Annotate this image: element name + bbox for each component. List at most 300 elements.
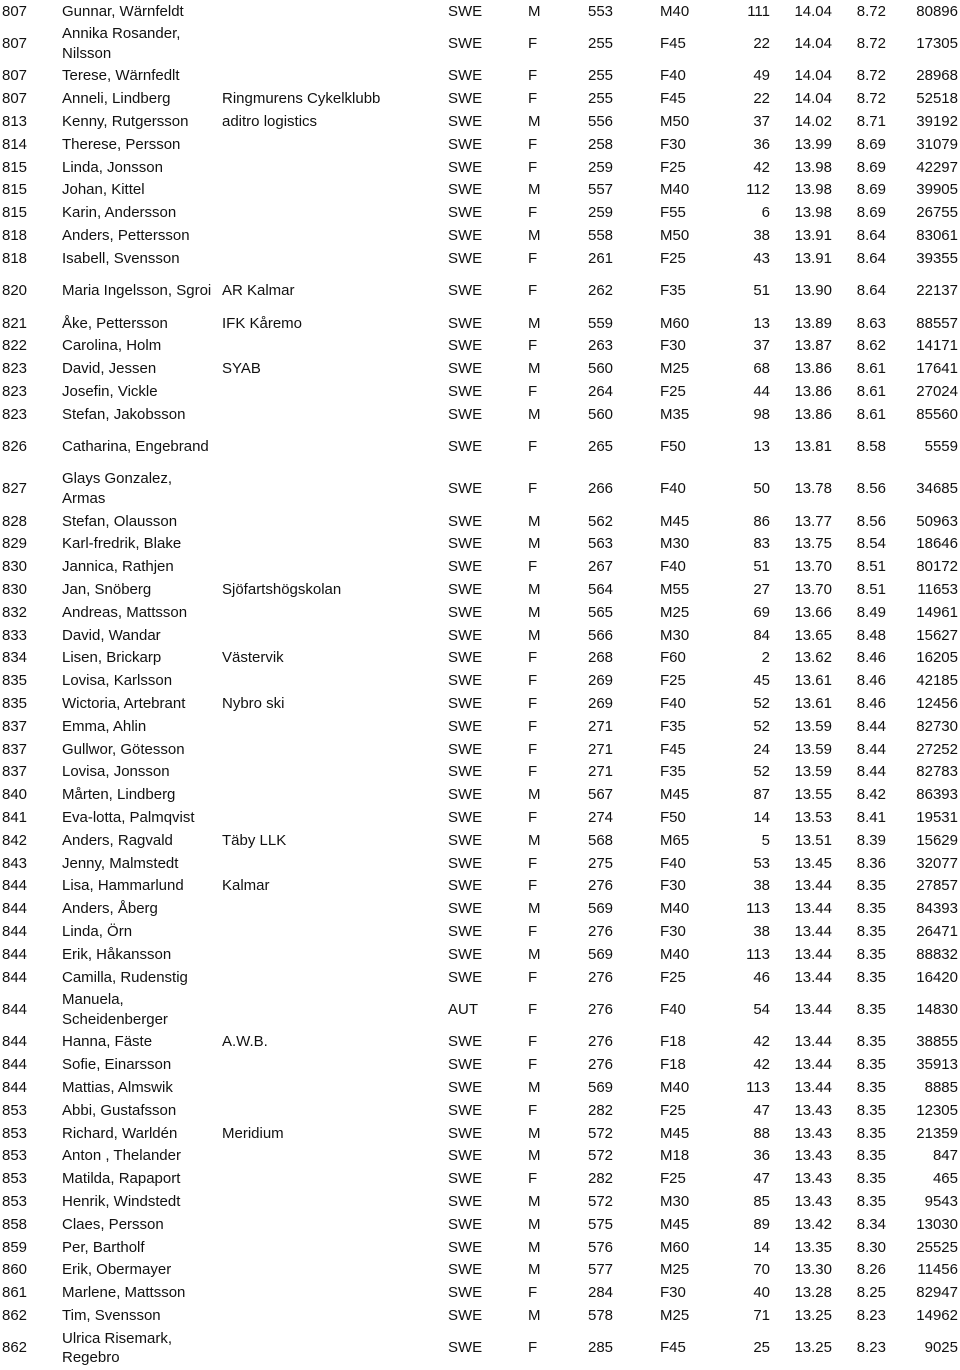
time-cell: 13.53 xyxy=(794,808,832,826)
nationality-cell: SWE xyxy=(448,900,483,918)
time-cell: 13.35 xyxy=(794,1238,832,1256)
id-cell: 17641 xyxy=(916,360,958,378)
table-row xyxy=(0,247,960,270)
name-cell: Andreas, Mattsson xyxy=(62,603,188,621)
class-position-cell: 24 xyxy=(753,740,770,758)
nationality-cell: SWE xyxy=(448,158,483,176)
club-cell xyxy=(220,179,446,202)
name-cell: Mattias, Almswik xyxy=(62,1078,173,1096)
bib-number-cell: 276 xyxy=(588,1000,614,1018)
sex-cell: F xyxy=(528,438,538,456)
sex-cell: F xyxy=(528,854,538,872)
id-cell: 16420 xyxy=(916,968,958,986)
bib-number-cell: 567 xyxy=(588,786,614,804)
name-cell: Gullwor, Götesson xyxy=(62,740,185,758)
place-cell: 844 xyxy=(2,900,28,918)
nationality-cell: SWE xyxy=(448,1192,483,1210)
sex-cell: M xyxy=(528,1124,541,1142)
table-row xyxy=(0,88,960,111)
class-position-cell: 37 xyxy=(753,337,770,355)
nationality-cell: SWE xyxy=(448,922,483,940)
nationality-cell: SWE xyxy=(448,1238,483,1256)
nationality-cell: SWE xyxy=(448,968,483,986)
table-row xyxy=(0,358,960,381)
time-cell: 13.91 xyxy=(794,249,832,267)
age-class-cell: F55 xyxy=(660,204,686,222)
time-cell: 13.59 xyxy=(794,763,832,781)
id-cell: 34685 xyxy=(916,480,958,498)
class-position-cell: 47 xyxy=(753,1170,770,1188)
sex-cell: M xyxy=(528,603,541,621)
speed-cell: 8.26 xyxy=(856,1261,886,1279)
class-position-cell: 13 xyxy=(753,438,770,456)
table-row xyxy=(0,738,960,761)
club-cell xyxy=(220,601,446,624)
place-cell: 853 xyxy=(2,1147,28,1165)
bib-number-cell: 259 xyxy=(588,158,614,176)
name-cell: David, Jessen xyxy=(62,360,157,378)
place-cell: 861 xyxy=(2,1284,28,1302)
club-cell xyxy=(220,1167,446,1190)
age-class-cell: M30 xyxy=(660,626,690,644)
bib-number-cell: 572 xyxy=(588,1124,614,1142)
time-cell: 13.99 xyxy=(794,135,832,153)
place-cell: 823 xyxy=(2,405,28,423)
time-cell: 13.70 xyxy=(794,558,832,576)
nationality-cell: SWE xyxy=(448,113,483,131)
sex-cell: M xyxy=(528,512,541,530)
nationality-cell: SWE xyxy=(448,1147,483,1165)
club-cell xyxy=(220,403,446,426)
speed-cell: 8.46 xyxy=(856,694,886,712)
table-row xyxy=(0,784,960,807)
age-class-cell: F35 xyxy=(660,282,686,300)
name-cell: Anneli, Lindberg xyxy=(62,90,171,108)
time-cell: 13.59 xyxy=(794,740,832,758)
table-row xyxy=(0,156,960,179)
name-cell: Therese, Persson xyxy=(62,135,181,153)
sex-cell: F xyxy=(528,877,538,895)
nationality-cell: SWE xyxy=(448,1339,483,1357)
sex-cell: F xyxy=(528,90,538,108)
club-cell: AR Kalmar xyxy=(222,282,295,300)
name-cell: Wictoria, Artebrant xyxy=(62,694,186,712)
table-row xyxy=(0,898,960,921)
sex-cell: F xyxy=(528,35,538,53)
class-position-cell: 2 xyxy=(761,649,770,667)
id-cell: 86393 xyxy=(916,786,958,804)
club-cell xyxy=(220,1099,446,1122)
name-cell: Anders, Pettersson xyxy=(62,227,190,245)
class-position-cell: 69 xyxy=(753,603,770,621)
class-position-cell: 112 xyxy=(746,181,770,199)
nationality-cell: SWE xyxy=(448,1170,483,1188)
table-row xyxy=(0,1145,960,1168)
club-cell xyxy=(220,510,446,533)
time-cell: 13.66 xyxy=(794,603,832,621)
nationality-cell: SWE xyxy=(448,90,483,108)
id-cell: 16205 xyxy=(916,649,958,667)
speed-cell: 8.69 xyxy=(856,135,886,153)
speed-cell: 8.35 xyxy=(856,968,886,986)
sex-cell: M xyxy=(528,900,541,918)
age-class-cell: M25 xyxy=(660,1306,690,1324)
speed-cell: 8.63 xyxy=(856,314,886,332)
time-cell: 13.87 xyxy=(794,337,832,355)
speed-cell: 8.35 xyxy=(856,1056,886,1074)
bib-number-cell: 274 xyxy=(588,808,614,826)
time-cell: 13.44 xyxy=(794,900,832,918)
speed-cell: 8.41 xyxy=(856,808,886,826)
age-class-cell: M45 xyxy=(660,512,690,530)
class-position-cell: 52 xyxy=(753,694,770,712)
club-cell: Nybro ski xyxy=(222,694,285,712)
speed-cell: 8.46 xyxy=(856,672,886,690)
id-cell: 50963 xyxy=(916,512,958,530)
id-cell: 27857 xyxy=(916,877,958,895)
time-cell: 14.04 xyxy=(794,35,832,53)
nationality-cell: SWE xyxy=(448,383,483,400)
speed-cell: 8.34 xyxy=(856,1215,886,1233)
class-position-cell: 46 xyxy=(753,968,770,986)
name-cell: Sofie, Einarsson xyxy=(62,1056,172,1074)
table-row xyxy=(0,920,960,943)
name-cell: Richard, Warldén xyxy=(62,1124,178,1142)
name-cell: Camilla, Rudenstig xyxy=(62,968,188,986)
age-class-cell: F30 xyxy=(660,877,686,895)
bib-number-cell: 276 xyxy=(588,922,614,940)
age-class-cell: F25 xyxy=(660,249,686,267)
club-cell xyxy=(220,156,446,179)
name-cell: Isabell, Svensson xyxy=(62,249,180,267)
time-cell: 13.42 xyxy=(794,1215,832,1233)
sex-cell: F xyxy=(528,67,538,85)
table-row xyxy=(0,647,960,670)
sex-cell: F xyxy=(528,922,538,940)
bib-number-cell: 263 xyxy=(588,337,614,355)
sex-cell: M xyxy=(528,314,541,332)
id-cell: 27024 xyxy=(916,383,958,400)
speed-cell: 8.51 xyxy=(856,580,886,598)
class-position-cell: 37 xyxy=(753,113,770,131)
class-position-cell: 45 xyxy=(753,672,770,690)
place-cell: 844 xyxy=(2,877,28,895)
time-cell: 13.43 xyxy=(794,1147,832,1165)
sex-cell: F xyxy=(528,135,538,153)
place-cell: 823 xyxy=(2,360,28,378)
sex-cell: F xyxy=(528,480,538,498)
name-cell: Anders, Åberg xyxy=(62,900,158,918)
sex-cell: M xyxy=(528,580,541,598)
id-cell: 52518 xyxy=(916,90,958,108)
club-cell: Meridium xyxy=(222,1124,284,1142)
table-row xyxy=(0,133,960,156)
age-class-cell: M35 xyxy=(660,405,690,423)
club-cell xyxy=(220,1076,446,1099)
id-cell: 14171 xyxy=(916,337,958,355)
club-cell xyxy=(220,202,446,225)
club-cell: SYAB xyxy=(222,360,261,378)
age-class-cell: F40 xyxy=(660,67,686,85)
sex-cell: F xyxy=(528,337,538,355)
place-cell: 834 xyxy=(2,649,28,667)
table-row xyxy=(0,989,960,1031)
club-cell xyxy=(220,1327,446,1369)
time-cell: 13.43 xyxy=(794,1192,832,1210)
table-row xyxy=(0,966,960,989)
class-position-cell: 53 xyxy=(753,854,770,872)
sex-cell: F xyxy=(528,1170,538,1188)
time-cell: 13.25 xyxy=(794,1306,832,1324)
class-position-cell: 44 xyxy=(753,383,770,400)
class-position-cell: 51 xyxy=(753,558,770,576)
age-class-cell: F40 xyxy=(660,854,686,872)
speed-cell: 8.64 xyxy=(856,249,886,267)
speed-cell: 8.49 xyxy=(856,603,886,621)
bib-number-cell: 255 xyxy=(588,90,614,108)
time-cell: 13.55 xyxy=(794,786,832,804)
speed-cell: 8.61 xyxy=(856,360,886,378)
age-class-cell: M50 xyxy=(660,113,690,131)
nationality-cell: SWE xyxy=(448,204,483,222)
nationality-cell: SWE xyxy=(448,282,483,300)
speed-cell: 8.35 xyxy=(856,1124,886,1142)
bib-number-cell: 576 xyxy=(588,1238,614,1256)
name-cell: Jannica, Rathjen xyxy=(62,558,174,576)
age-class-cell: F50 xyxy=(660,808,686,826)
speed-cell: 8.35 xyxy=(856,945,886,963)
class-position-cell: 22 xyxy=(753,90,770,108)
class-position-cell: 50 xyxy=(753,480,770,498)
bib-number-cell: 569 xyxy=(588,945,614,963)
bib-number-cell: 559 xyxy=(588,314,614,332)
table-row xyxy=(0,312,960,335)
place-cell: 853 xyxy=(2,1124,28,1142)
club-cell xyxy=(220,468,446,510)
table-row xyxy=(0,270,960,312)
name-cell: Lisen, Brickarp xyxy=(62,649,162,667)
class-position-cell: 38 xyxy=(753,877,770,895)
time-cell: 13.44 xyxy=(794,877,832,895)
place-cell: 823 xyxy=(2,383,28,400)
name-cell: Anton , Thelander xyxy=(62,1147,181,1165)
bib-number-cell: 265 xyxy=(588,438,614,456)
time-cell: 13.28 xyxy=(794,1284,832,1302)
place-cell: 844 xyxy=(2,968,28,986)
table-row xyxy=(0,624,960,647)
table-row xyxy=(0,578,960,601)
id-cell: 15629 xyxy=(916,831,958,849)
name-cell: David, Wandar xyxy=(62,626,161,644)
nationality-cell: AUT xyxy=(448,1000,478,1018)
bib-number-cell: 255 xyxy=(588,35,614,53)
id-cell: 82783 xyxy=(916,763,958,781)
time-cell: 13.62 xyxy=(794,649,832,667)
name-cell: Lisa, Hammarlund xyxy=(62,877,184,895)
class-position-cell: 70 xyxy=(753,1261,770,1279)
time-cell: 13.98 xyxy=(794,158,832,176)
age-class-cell: M40 xyxy=(660,945,690,963)
class-position-cell: 85 xyxy=(753,1192,770,1210)
id-cell: 42297 xyxy=(916,158,958,176)
bib-number-cell: 556 xyxy=(588,113,614,131)
club-cell xyxy=(220,533,446,556)
time-cell: 14.04 xyxy=(794,2,832,20)
id-cell: 39355 xyxy=(916,249,958,267)
table-row xyxy=(0,403,960,426)
sex-cell: M xyxy=(528,831,541,849)
age-class-cell: M40 xyxy=(660,2,690,20)
speed-cell: 8.35 xyxy=(856,1147,886,1165)
time-cell: 13.44 xyxy=(794,1078,832,1096)
bib-number-cell: 572 xyxy=(588,1147,614,1165)
speed-cell: 8.56 xyxy=(856,480,886,498)
time-cell: 13.44 xyxy=(794,968,832,986)
place-cell: 862 xyxy=(2,1306,28,1324)
class-position-cell: 38 xyxy=(753,922,770,940)
bib-number-cell: 575 xyxy=(588,1215,614,1233)
time-cell: 13.25 xyxy=(794,1339,832,1357)
place-cell: 830 xyxy=(2,580,28,598)
place-cell: 807 xyxy=(2,67,28,85)
class-position-cell: 68 xyxy=(753,360,770,378)
age-class-cell: F50 xyxy=(660,438,686,456)
sex-cell: F xyxy=(528,808,538,826)
bib-number-cell: 568 xyxy=(588,831,614,849)
place-cell: 837 xyxy=(2,763,28,781)
age-class-cell: F30 xyxy=(660,922,686,940)
place-cell: 807 xyxy=(2,2,28,20)
table-row xyxy=(0,715,960,738)
bib-number-cell: 271 xyxy=(588,763,614,781)
time-cell: 13.59 xyxy=(794,717,832,735)
bib-number-cell: 282 xyxy=(588,1170,614,1188)
place-cell: 842 xyxy=(2,831,28,849)
speed-cell: 8.62 xyxy=(856,337,886,355)
name-cell: Linda, Örn xyxy=(62,922,133,940)
place-cell: 814 xyxy=(2,135,28,153)
time-cell: 13.44 xyxy=(794,1033,832,1051)
sex-cell: F xyxy=(528,204,538,222)
nationality-cell: SWE xyxy=(448,1078,483,1096)
name-cell: Per, Bartholf xyxy=(62,1238,145,1256)
place-cell: 841 xyxy=(2,808,28,826)
speed-cell: 8.35 xyxy=(856,922,886,940)
name-cell: Glays Gonzalez, Armas xyxy=(62,470,173,507)
nationality-cell: SWE xyxy=(448,558,483,576)
sex-cell: F xyxy=(528,717,538,735)
club-cell xyxy=(220,966,446,989)
club-cell xyxy=(220,1304,446,1327)
age-class-cell: M40 xyxy=(660,1078,690,1096)
sex-cell: M xyxy=(528,2,541,20)
id-cell: 88557 xyxy=(916,314,958,332)
time-cell: 13.43 xyxy=(794,1170,832,1188)
table-row xyxy=(0,0,960,23)
club-cell: aditro logistics xyxy=(222,113,318,131)
class-position-cell: 14 xyxy=(753,808,770,826)
club-cell xyxy=(220,898,446,921)
table-row xyxy=(0,380,960,403)
name-cell: Henrik, Windstedt xyxy=(62,1192,181,1210)
place-cell: 859 xyxy=(2,1238,28,1256)
nationality-cell: SWE xyxy=(448,672,483,690)
class-position-cell: 42 xyxy=(753,1056,770,1074)
table-row xyxy=(0,426,960,468)
name-cell: Maria Ingelsson, Sgroi xyxy=(62,282,212,300)
age-class-cell: M25 xyxy=(660,1261,690,1279)
table-row xyxy=(0,556,960,579)
club-cell xyxy=(220,133,446,156)
table-row xyxy=(0,510,960,533)
class-position-cell: 98 xyxy=(753,405,770,423)
nationality-cell: SWE xyxy=(448,945,483,963)
age-class-cell: M65 xyxy=(660,831,690,849)
table-row xyxy=(0,202,960,225)
nationality-cell: SWE xyxy=(448,1124,483,1142)
age-class-cell: F25 xyxy=(660,672,686,690)
name-cell: Gunnar, Wärnfeldt xyxy=(62,2,184,20)
age-class-cell: F35 xyxy=(660,717,686,735)
id-cell: 80172 xyxy=(916,558,958,576)
class-position-cell: 54 xyxy=(753,1000,770,1018)
name-cell: Anders, Ragvald xyxy=(62,831,173,849)
age-class-cell: M45 xyxy=(660,786,690,804)
time-cell: 13.86 xyxy=(794,360,832,378)
table-row xyxy=(0,943,960,966)
table-row xyxy=(0,806,960,829)
club-cell xyxy=(220,989,446,1031)
bib-number-cell: 564 xyxy=(588,580,614,598)
name-cell: Jenny, Malmstedt xyxy=(62,854,179,872)
table-row xyxy=(0,1053,960,1076)
bib-number-cell: 271 xyxy=(588,717,614,735)
bib-number-cell: 269 xyxy=(588,694,614,712)
table-row xyxy=(0,1167,960,1190)
club-cell: Sjöfartshögskolan xyxy=(222,580,342,598)
sex-cell: M xyxy=(528,181,541,199)
place-cell: 820 xyxy=(2,282,28,300)
place-cell: 837 xyxy=(2,717,28,735)
id-cell: 85560 xyxy=(916,405,958,423)
speed-cell: 8.35 xyxy=(856,877,886,895)
name-cell: Terese, Wärnfedlt xyxy=(62,67,180,85)
id-cell: 35913 xyxy=(916,1056,958,1074)
club-cell xyxy=(220,556,446,579)
bib-number-cell: 271 xyxy=(588,740,614,758)
club-cell: Ringmurens Cykelklubb xyxy=(222,90,381,108)
sex-cell: M xyxy=(528,405,541,423)
time-cell: 13.75 xyxy=(794,535,832,553)
age-class-cell: M45 xyxy=(660,1215,690,1233)
id-cell: 26755 xyxy=(916,204,958,222)
table-row xyxy=(0,1213,960,1236)
nationality-cell: SWE xyxy=(448,181,483,199)
sex-cell: M xyxy=(528,360,541,378)
name-cell: Matilda, Rapaport xyxy=(62,1170,181,1188)
nationality-cell: SWE xyxy=(448,1284,483,1302)
bib-number-cell: 558 xyxy=(588,227,614,245)
class-position-cell: 113 xyxy=(746,900,770,918)
bib-number-cell: 563 xyxy=(588,535,614,553)
age-class-cell: F30 xyxy=(660,1284,686,1302)
club-cell xyxy=(220,247,446,270)
bib-number-cell: 565 xyxy=(588,603,614,621)
class-position-cell: 36 xyxy=(753,135,770,153)
id-cell: 14962 xyxy=(916,1306,958,1324)
speed-cell: 8.36 xyxy=(856,854,886,872)
speed-cell: 8.72 xyxy=(856,35,886,53)
